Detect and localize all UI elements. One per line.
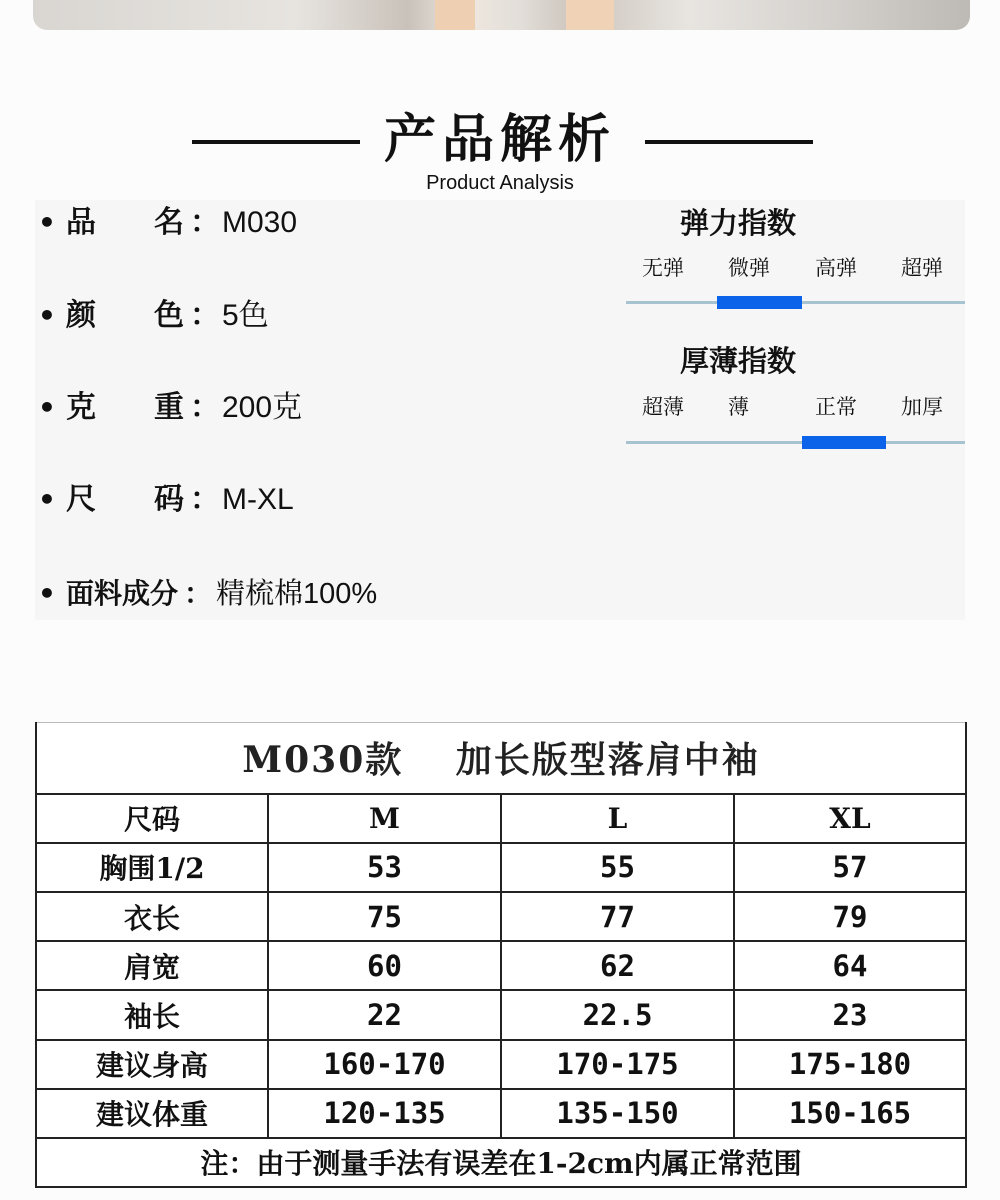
table-row — [36, 843, 966, 892]
table-cell: 62 — [501, 941, 734, 990]
spec-label-fabric: 面料成分 — [66, 577, 179, 610]
model-leg-left — [435, 0, 475, 30]
section-subtitle: Product Analysis — [426, 172, 574, 194]
table-row-label: 建议身高 — [36, 1040, 268, 1089]
thickness-option: 薄 — [728, 395, 749, 419]
table-cell: 75 — [268, 892, 501, 941]
spec-value-color: 5色 — [222, 299, 269, 332]
table-cell: 170-175 — [501, 1040, 734, 1089]
product-photo-bottom-edge — [33, 0, 970, 30]
table-header-cell: M — [268, 794, 501, 843]
elasticity-option: 无弹 — [642, 256, 684, 280]
table-row-label: 建议体重 — [36, 1089, 268, 1138]
table-cell: 77 — [501, 892, 734, 941]
spec-label: 重 — [154, 390, 184, 425]
table-row-label: 胸围1/2 — [36, 843, 268, 892]
table-cell: 22.5 — [501, 990, 734, 1039]
spec-label: 色 — [154, 298, 184, 333]
section-title: 产品解析 — [383, 110, 616, 170]
bullet: • — [38, 483, 56, 516]
thickness-option: 正常 — [815, 395, 857, 419]
spec-value-size: M-XL — [222, 483, 294, 516]
table-row — [36, 1089, 966, 1138]
table-header-row — [36, 794, 966, 843]
table-cell: 55 — [501, 843, 734, 892]
spec-colon: ： — [184, 577, 213, 610]
bullet: • — [38, 299, 56, 332]
spec-value-weight: 200克 — [222, 391, 303, 424]
bullet: • — [38, 391, 56, 424]
model-leg-right — [566, 0, 614, 30]
table-row — [36, 941, 966, 990]
table-cell: 79 — [734, 892, 966, 941]
table-cell: 175-180 — [734, 1040, 966, 1089]
spec-value-name: M030 — [222, 206, 298, 239]
spec-label: 品 — [66, 205, 96, 240]
table-cell: 160-170 — [268, 1040, 501, 1089]
spec-label: 克 — [66, 390, 96, 425]
table-header-cell: XL — [734, 794, 966, 843]
thickness-option: 超薄 — [642, 395, 684, 419]
spec-label: 名 — [154, 205, 184, 240]
table-cell: 23 — [734, 990, 966, 1039]
bullet: • — [38, 577, 56, 610]
table-row — [36, 990, 966, 1039]
spec-label: 码 — [154, 482, 184, 517]
table-cell: 57 — [734, 843, 966, 892]
elasticity-option: 超弹 — [901, 256, 943, 280]
table-cell: 120-135 — [268, 1089, 501, 1138]
spec-colon: ： — [190, 390, 220, 425]
table-row-label: 衣长 — [36, 892, 268, 941]
table-row-label: 袖长 — [36, 990, 268, 1039]
table-row-label: 肩宽 — [36, 941, 268, 990]
table-cell: 64 — [734, 941, 966, 990]
spec-colon: ： — [190, 298, 220, 333]
table-cell: 150-165 — [734, 1089, 966, 1138]
elasticity-selected-marker — [717, 296, 802, 309]
size-chart-table — [35, 722, 967, 1188]
elasticity-option: 微弹 — [728, 256, 770, 280]
thickness-track — [626, 441, 965, 444]
table-row — [36, 892, 966, 941]
thickness-selected-marker — [802, 436, 887, 449]
elasticity-index-title: 弹力指数 — [679, 206, 796, 240]
table-cell: 60 — [268, 941, 501, 990]
bullet: • — [38, 206, 56, 239]
table-cell: 53 — [268, 843, 501, 892]
spec-label: 尺 — [66, 482, 96, 517]
thickness-index-title: 厚薄指数 — [679, 344, 796, 378]
table-header-cell: L — [501, 794, 734, 843]
table-note: 注：由于测量手法有误差在1-2cm内属正常范围 — [36, 1138, 966, 1187]
table-caption-row — [36, 723, 966, 794]
table-row — [36, 1040, 966, 1089]
spec-colon: ： — [190, 205, 220, 240]
table-cell: 135-150 — [501, 1089, 734, 1138]
table-note-row — [36, 1138, 966, 1187]
spec-value-fabric: 精梳棉100% — [216, 578, 378, 610]
table-header-cell: 尺码 — [36, 794, 268, 843]
elasticity-option: 高弹 — [815, 256, 857, 280]
spec-colon: ： — [190, 482, 220, 517]
spec-label: 颜 — [66, 298, 96, 333]
table-cell: 22 — [268, 990, 501, 1039]
thickness-option: 加厚 — [901, 395, 943, 419]
table-caption: M030款 加长版型落肩中袖 — [36, 723, 966, 794]
